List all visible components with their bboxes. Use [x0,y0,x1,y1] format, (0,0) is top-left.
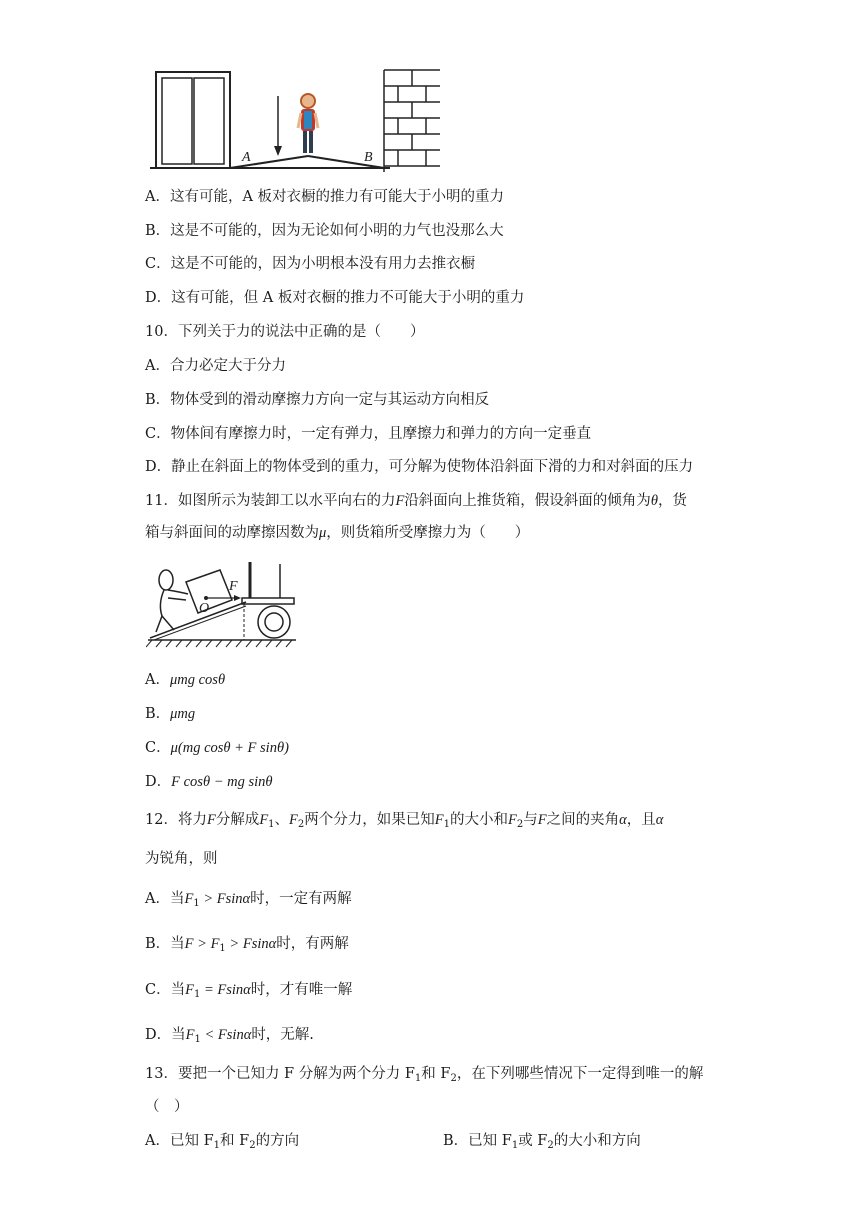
q11-stem-line1: 11．如图所示为装卸工以水平向右的力F沿斜面向上推货箱，假设斜面的倾角为θ，货 [145,493,687,509]
label-a: A [242,150,251,165]
q9-option-a: A．这有可能，A 板对衣橱的推力有可能大于小明的重力 [145,189,505,205]
label-o: O [199,601,210,616]
q10-option-b: B．物体受到的滑动摩擦力方向一定与其运动方向相反 [145,392,490,408]
incline [150,602,246,638]
q13-stem-line1: 13．要把一个已知力 F 分解为两个分力 $F_1$和 $F_2$，在下列哪些情况下一定得到唯一的解 [145,1066,704,1084]
wardrobe-shape [156,72,230,168]
label-b: B [364,150,373,165]
q13-option-a: A．已知 $F_1$和 $F_2$的方向 [145,1133,300,1151]
brick-wall [384,70,440,172]
q10-option-d: D．静止在斜面上的物体受到的重力，可分解为使物体沿斜面下滑的力和对斜面的压力 [145,459,694,475]
q10-stem: 10．下列关于力的说法中正确的是（ ） [145,324,425,340]
q12-stem-line2: 为锐角，则 [145,851,218,867]
q9-option-c: C．这是不可能的，因为小明根本没有用力去推衣橱 [145,256,476,272]
q13-stem-line2: （ ） [145,1099,189,1115]
q11-stem-line2: 箱与斜面间的动摩擦因数为μ，则货箱所受摩擦力为（ ） [145,525,530,541]
q11-option-c: C．μ(mg cosθ + F sinθ) [145,740,289,756]
q11-option-a: A．μmg cosθ [145,672,226,688]
q12-option-b: B．当$F > F_1 > Fsin\alpha$时，有两解 [145,936,349,954]
q12-stem-line1: 12．将力F分解成$F_1$、$F_2$两个分力，如果已知$F_1$的大小和$F_2$与F之间的夹角α，且α [145,812,664,830]
wardrobe-board-figure [150,68,445,174]
q9-option-d: D．这有可能，但 A 板对衣橱的推力不可能大于小明的重力 [145,290,525,306]
q10-option-c: C．物体间有摩擦力时，一定有弹力，且摩擦力和弹力的方向一定垂直 [145,426,592,442]
worker-figure [156,570,188,632]
q11-option-d: D．F cosθ − mg sinθ [145,774,273,790]
board-b [308,156,384,168]
q9-option-b: B．这是不可能的，因为无论如何小明的力气也没那么大 [145,223,504,239]
q10-option-a: A．合力必定大于分力 [145,358,286,374]
label-f: F [229,579,238,594]
q12-option-c: C．当$F_1 = Fsin\alpha$时，才有唯一解 [145,982,353,1000]
q12-option-d: D．当$F_1 < Fsin\alpha$时，无解. [145,1027,314,1045]
q12-option-a: A．当$F_1 > Fsin\alpha$时，一定有两解 [145,891,352,909]
q13-option-b: B．已知 $F_1$或 $F_2$的大小和方向 [443,1133,641,1151]
incline-crate-figure [146,558,301,650]
force-arrow-icon [234,595,241,601]
down-arrow-icon [274,146,282,156]
person-figure [298,94,318,153]
q11-option-b: B．μmg [145,706,196,722]
